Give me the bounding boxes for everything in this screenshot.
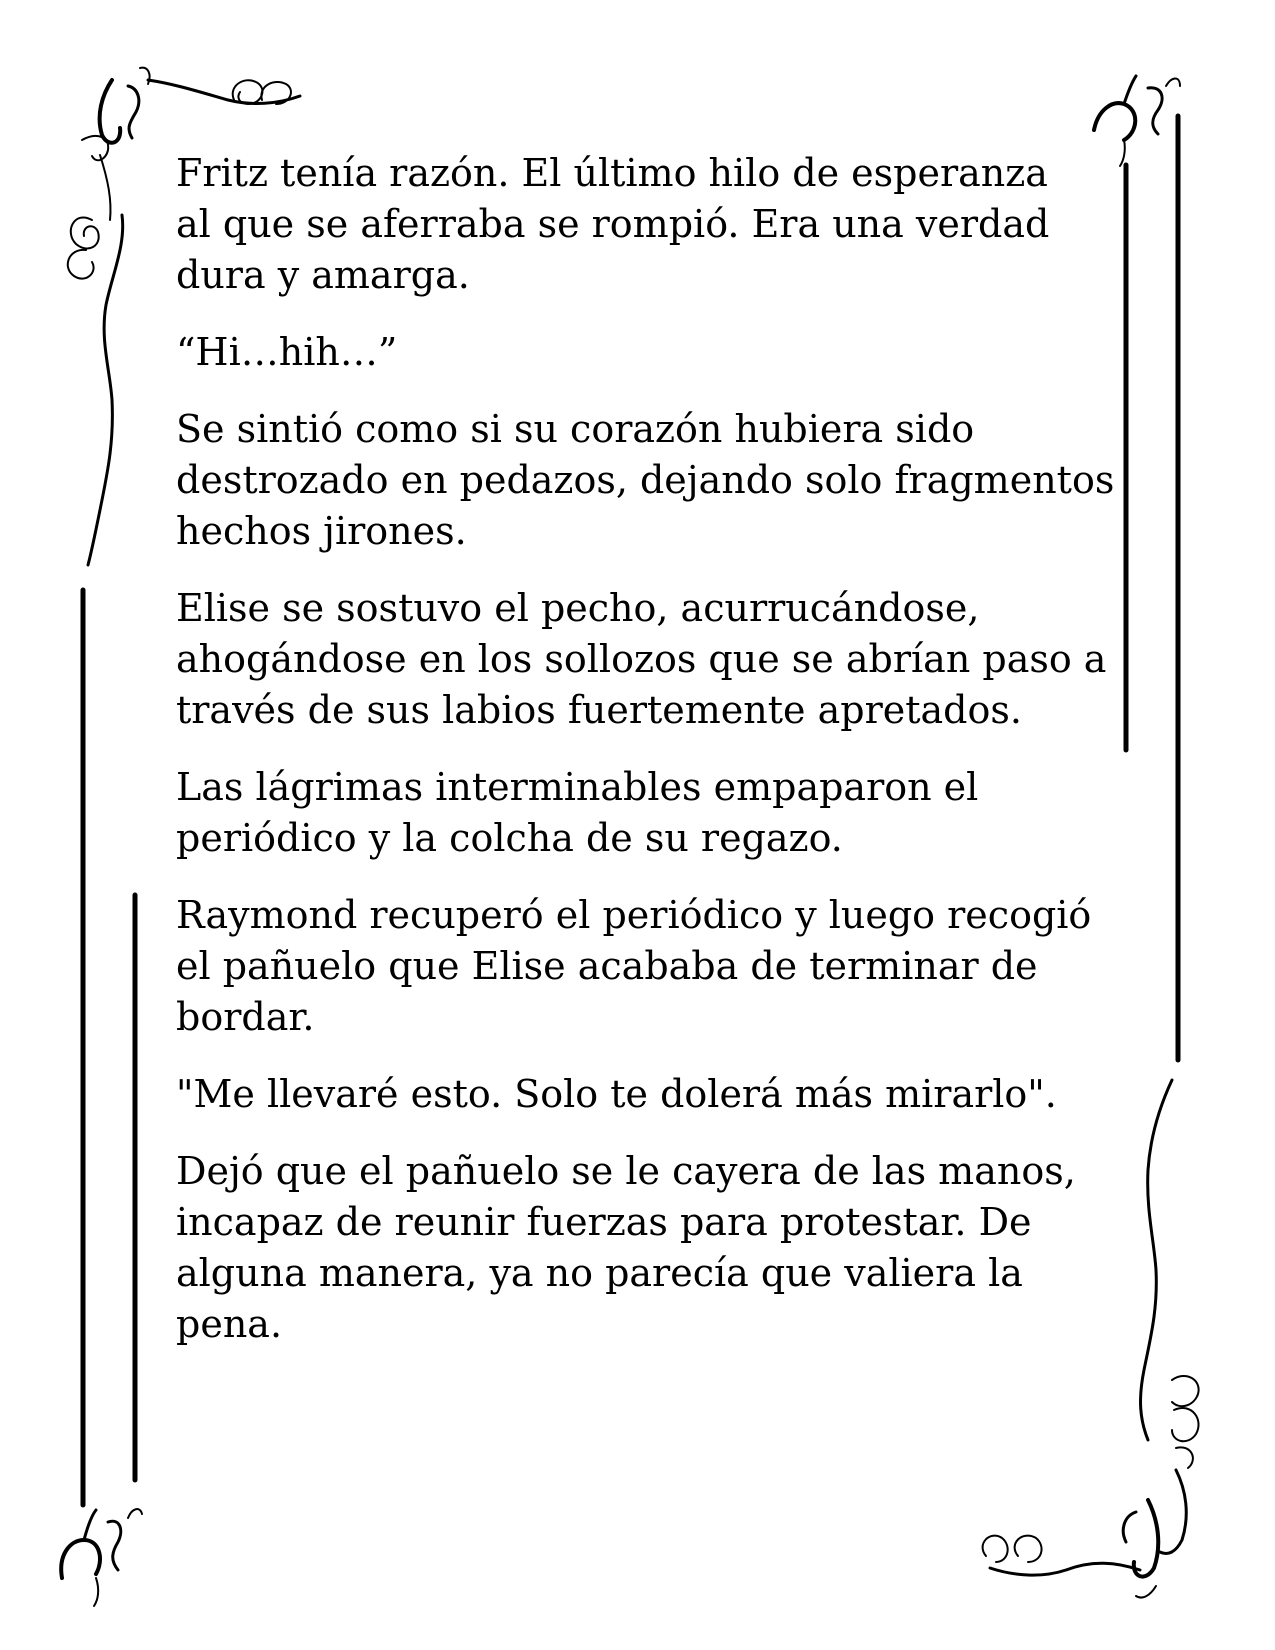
text-line: “Hi…hih…”	[176, 330, 398, 374]
text-line: ahogándose en los sollozos que se abrían paso a	[176, 637, 1107, 681]
flourish-top-right	[1094, 76, 1180, 166]
text-line: bordar.	[176, 995, 315, 1039]
document-body	[176, 148, 1115, 1376]
right-rules	[1126, 116, 1178, 1060]
text-line: Fritz tenía razón. El último hilo de esperanza	[176, 151, 1048, 195]
flourish-bottom-left	[61, 1509, 142, 1606]
paragraph	[176, 1069, 1106, 1120]
text-line: "Me llevaré esto. Solo te dolerá más mirarlo".	[176, 1072, 1057, 1116]
text-line: alguna manera, ya no parecía que valiera la	[176, 1251, 1023, 1295]
paragraph	[176, 583, 1106, 736]
text-line: Se sintió como si su corazón hubiera sido	[176, 407, 975, 451]
text-line: Elise se sostuvo el pecho, acurrucándose,	[176, 586, 980, 630]
text-line: destrozado en pedazos, dejando solo fragmentos	[176, 458, 1115, 502]
text-line: hechos jirones.	[176, 509, 467, 553]
paragraph	[176, 762, 1106, 864]
paragraph	[176, 148, 1106, 301]
text-line: el pañuelo que Elise acababa de terminar de	[176, 944, 1038, 988]
text-line: Raymond recuperó el periódico y luego recogió	[176, 893, 1092, 937]
paragraph	[176, 1146, 1106, 1350]
text-line: través de sus labios fuertemente apretados.	[176, 688, 1022, 732]
paragraph	[176, 327, 1106, 378]
text-line: Dejó que el pañuelo se le cayera de las manos,	[176, 1149, 1076, 1193]
text-line: dura y amarga.	[176, 253, 470, 297]
paragraph	[176, 404, 1115, 557]
text-line: incapaz de reunir fuerzas para protestar. De	[176, 1200, 1032, 1244]
text-line: pena.	[176, 1302, 283, 1346]
text-line: Las lágrimas interminables empaparon el	[176, 765, 979, 809]
paragraph	[176, 890, 1106, 1043]
text-line: al que se aferraba se rompió. Era una verdad	[176, 202, 1050, 246]
left-rules	[83, 590, 135, 1505]
text-line: periódico y la colcha de su regazo.	[176, 816, 843, 860]
